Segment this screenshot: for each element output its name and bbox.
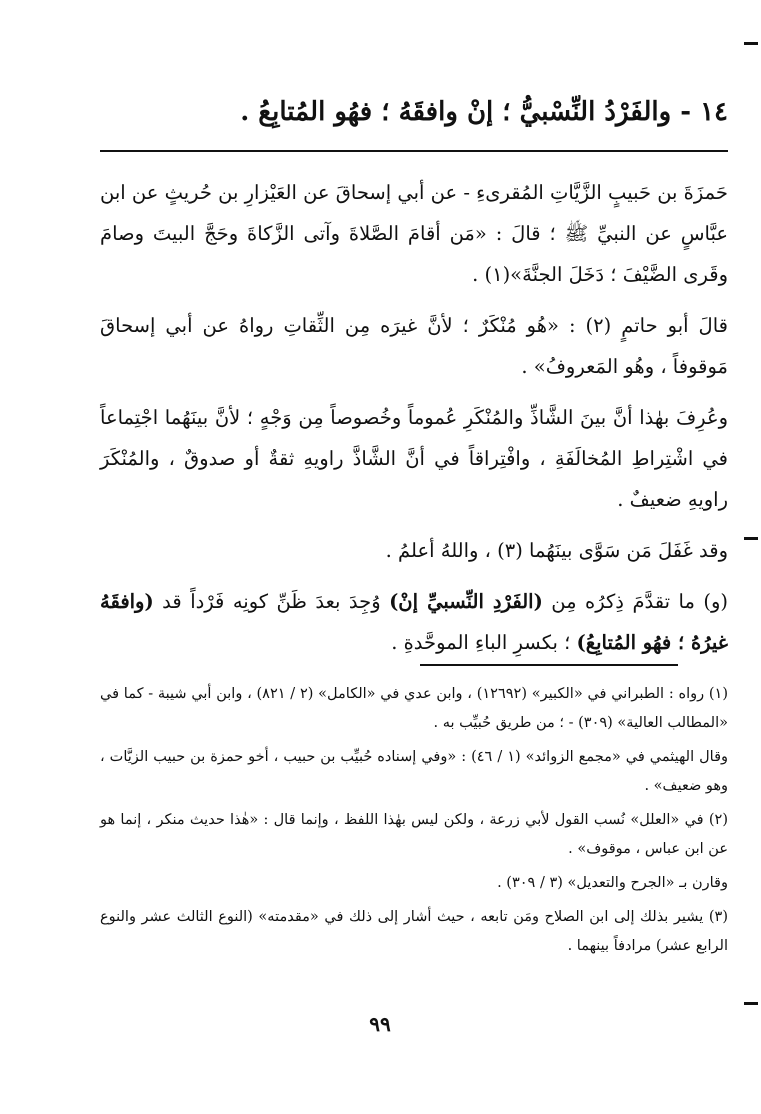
paragraph-conclusion: وقد غَفَلَ مَن سَوَّى بينَهُما (٣) ، واللهُ أعلمُ .	[385, 539, 728, 562]
paragraph-hadith: حَمزَةَ بن حَبيبٍ الزَّيَّاتِ المُقرىءِ - عن أبي إسحاقَ عن العَيْزارِ بن حُريثٍ عن ابن عبَّاسٍ عن النبيِّ ﷺ ؛ قالَ : «مَن أقامَ الصَّلاةَ وآتى الزَّكاةَ وحَجَّ البيتَ وصامَ وقَرى الضَّيْفَ ؛ دَخَلَ الجنَّةَ»(١) .	[100, 181, 728, 286]
edge-mark	[744, 42, 758, 45]
main-text	[100, 172, 728, 673]
heading-divider	[100, 150, 728, 152]
mutabi-text-3: ؛ بكسرِ الباءِ الموحَّدةِ .	[391, 631, 577, 654]
section-heading: ١٤ - والفَرْدُ النِّسْبيُّ ؛ إنْ وافقَهُ ؛ فهُو المُتابِعُ .	[240, 97, 728, 127]
footnote-divider	[420, 664, 678, 666]
footnote-1-source: (١) رواه : الطبراني في «الكبير» (١٢٦٩٢) ، وابن عدي في «الكامل» (٢ / ٨٢١) ، وابن أبي شيبة - كما في «المطالب العالية» (٣٠٩) - ؛ من طريق حُبيِّب به .	[100, 686, 728, 731]
footnote-2-compare: وقارن بـ «الجرح والتعديل» (٣ / ٣٠٩) .	[497, 875, 728, 891]
footnote-2-ilal: (٢) في «العلل» نُسب القول لأبي زرعة ، ولكن ليس بهٰذا اللفظ ، وإنما قال : «هٰذا حديث منكر ، إنما هو عن ابن عباس ، موقوف» .	[100, 812, 728, 857]
mutabi-text-1: (و) ما تقدَّمَ ذِكرُه مِن	[542, 590, 728, 613]
matn-mutabi: (وافقَهُ غيرُهُ ؛ فهُو المُتابِعُ)	[100, 590, 728, 654]
edge-mark	[744, 537, 758, 540]
page-number: ٩٩	[369, 1012, 391, 1036]
paragraph-mutabi	[100, 581, 728, 663]
footnotes	[100, 680, 728, 966]
footnote-3: (٣) يشير بذلك إلى ابن الصلاح ومَن تابعه ، حيث أشار إلى ذلك في «مقدمته» (النوع الثالث عشر والنوع الرابع عشر) مرادفاً بينهما .	[100, 909, 728, 954]
paragraph-abu-hatim: قالَ أبو حاتمٍ (٢) : «هُو مُنْكَرٌ ؛ لأنَّ غيرَه مِن الثِّقاتِ رواهُ عن أبي إسحاقَ مَوقوفاً ، وهُو المَعروفُ» .	[100, 314, 728, 378]
footnote-1-haythami: وقال الهيثمي في «مجمع الزوائد» (١ / ٤٦) : «وفي إسناده حُبيِّب بن حبيب ، أخو حمزة بن حبيب الزيَّات ، وهو ضعيف» .	[100, 749, 728, 794]
mutabi-text-2: وُجِدَ بعدَ ظَنِّ كونِه فَرْداً قد	[153, 590, 390, 613]
matn-fard-nisbi: (الفَرْدِ النِّسبيِّ إنْ)	[389, 590, 543, 613]
edge-mark	[744, 1002, 758, 1005]
paragraph-shadh-munkar: وعُرِفَ بهٰذا أنَّ بينَ الشَّاذِّ والمُنْكَرِ عُموماً وخُصوصاً مِن وَجْهٍ ؛ لأنَّ بينَهُما اجْتِماعاً في اشْتِراطِ المُخالَفَةِ ، وافْتِراقاً في أنَّ الشَّاذَّ راويهِ ثقةٌ أو صدوقٌ ، والمُنْكَرَ راويهِ ضعيفٌ .	[100, 406, 728, 511]
